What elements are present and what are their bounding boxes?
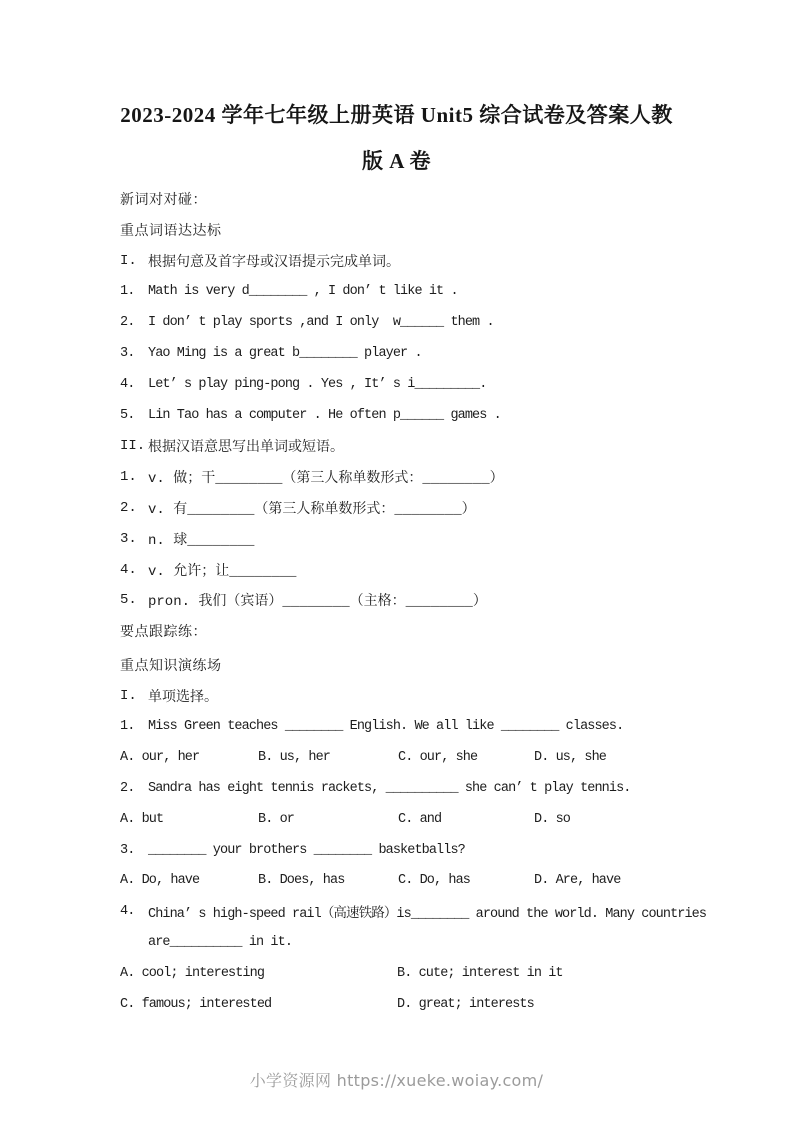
document-title (0, 0, 793, 184)
word-completion-item (120, 400, 693, 431)
choice-question-stem-continued (120, 927, 693, 958)
question-number: 3. (120, 842, 135, 858)
choice-question-stem (120, 711, 693, 742)
option-a: A. but (120, 811, 164, 827)
question-text: ________ your brothers ________ basketballs? (148, 842, 465, 858)
option-b: B. us, her (258, 750, 331, 766)
choice-options-row (120, 742, 693, 773)
option-d: D. so (534, 811, 571, 827)
word-completion-item (120, 277, 693, 308)
item-number: 4. (120, 376, 135, 392)
choice-heading-text: 单项选择。 (148, 689, 218, 706)
option-c: C. Do, has (398, 873, 471, 889)
word-completion-item (120, 307, 693, 338)
item-text: Math is very d________ , I don’ t like it . (148, 284, 458, 300)
section1-heading (120, 246, 693, 277)
item-number: 5. (120, 407, 135, 423)
question-text: Miss Green teaches ________ English. We all like ________ classes. (148, 719, 624, 735)
item-text: Yao Ming is a great b________ player . (148, 346, 422, 362)
title-line-2: 版 A 卷 (361, 149, 431, 173)
practice-heading: 重点知识演练场 (120, 659, 222, 676)
item-number: 3. (120, 346, 135, 362)
document-body (0, 184, 793, 1020)
section1-heading-number: I. (120, 253, 137, 270)
item-text: I don’ t play sports ,and I only w______ them . (148, 315, 494, 331)
watermark-footer: 小学资源网 https://xueke.woiay.com/ (249, 1071, 544, 1090)
item-text: v. 有________（第三人称单数形式：________） (148, 501, 476, 518)
item-text: v. 允许；让________ (148, 563, 297, 580)
item-number: 1. (120, 284, 135, 300)
option-d: D. great; interests (397, 996, 534, 1012)
word-completion-item (120, 338, 693, 369)
word-completion-item (120, 369, 693, 400)
question-number: 1. (120, 719, 135, 735)
option-d: D. us, she (534, 750, 607, 766)
chinese-meaning-item (120, 492, 693, 523)
item-text: pron. 我们（宾语）________（主格：________） (148, 594, 487, 611)
option-c: C. and (398, 811, 442, 827)
intro-line-key-words: 重点词语达达标 (120, 224, 222, 241)
option-c: C. our, she (398, 750, 478, 766)
choice-options-row (120, 804, 693, 835)
item-number: 1. (120, 469, 137, 486)
item-number: 4. (120, 561, 137, 578)
section2-heading-text: 根据汉语意思写出单词或短语。 (148, 440, 344, 457)
option-a: A. cool; interesting (120, 966, 265, 982)
item-number: 5. (120, 592, 137, 609)
intro-line-new-words: 新词对对碰： (120, 193, 207, 210)
question-text: China’ s high-speed rail（高速铁路）is________ around the world. Many countries (148, 907, 707, 923)
question-number: 4. (120, 904, 135, 920)
item-number: 2. (120, 499, 137, 516)
item-text: n. 球________ (148, 532, 255, 549)
item-text: Lin Tao has a computer . He often p______ games . (148, 407, 501, 423)
tracking-heading: 要点跟踪练： (120, 625, 207, 642)
chinese-meaning-item (120, 585, 693, 616)
section1-heading-text: 根据句意及首字母或汉语提示完成单词。 (148, 255, 400, 272)
title-line-1: 2023-2024 学年七年级上册英语 Unit5 综合试卷及答案人教 (120, 103, 673, 127)
question-text: are__________ in it. (148, 935, 293, 951)
item-number: 3. (120, 530, 137, 547)
item-text: Let’ s play ping-pong . Yes , It’ s i_________. (148, 376, 487, 392)
question-text: Sandra has eight tennis rackets, __________ she can’ t play tennis. (148, 780, 631, 796)
option-c: C. famous; interested (120, 996, 272, 1012)
choice-section-heading (120, 681, 693, 712)
chinese-meaning-item (120, 462, 693, 493)
item-number: 2. (120, 315, 135, 331)
choice-options-row (120, 866, 693, 897)
choice-question-stem (120, 896, 707, 927)
section2-heading (120, 431, 693, 462)
chinese-meaning-item (120, 554, 693, 585)
option-b: B. cute; interest in it (397, 966, 563, 982)
choice-question-stem (120, 773, 693, 804)
option-a: A. our, her (120, 750, 200, 766)
option-b: B. Does, has (258, 873, 345, 889)
choice-options-grid (120, 958, 693, 1020)
section2-heading-number: II. (120, 438, 146, 455)
option-a: A. Do, have (120, 873, 200, 889)
option-d: D. Are, have (534, 873, 621, 889)
choice-question-stem (120, 835, 693, 866)
chinese-meaning-item (120, 523, 693, 554)
choice-heading-number: I. (120, 687, 137, 704)
question-number: 2. (120, 780, 135, 796)
item-text: v. 做；干________（第三人称单数形式：________） (148, 471, 504, 488)
option-b: B. or (258, 811, 295, 827)
